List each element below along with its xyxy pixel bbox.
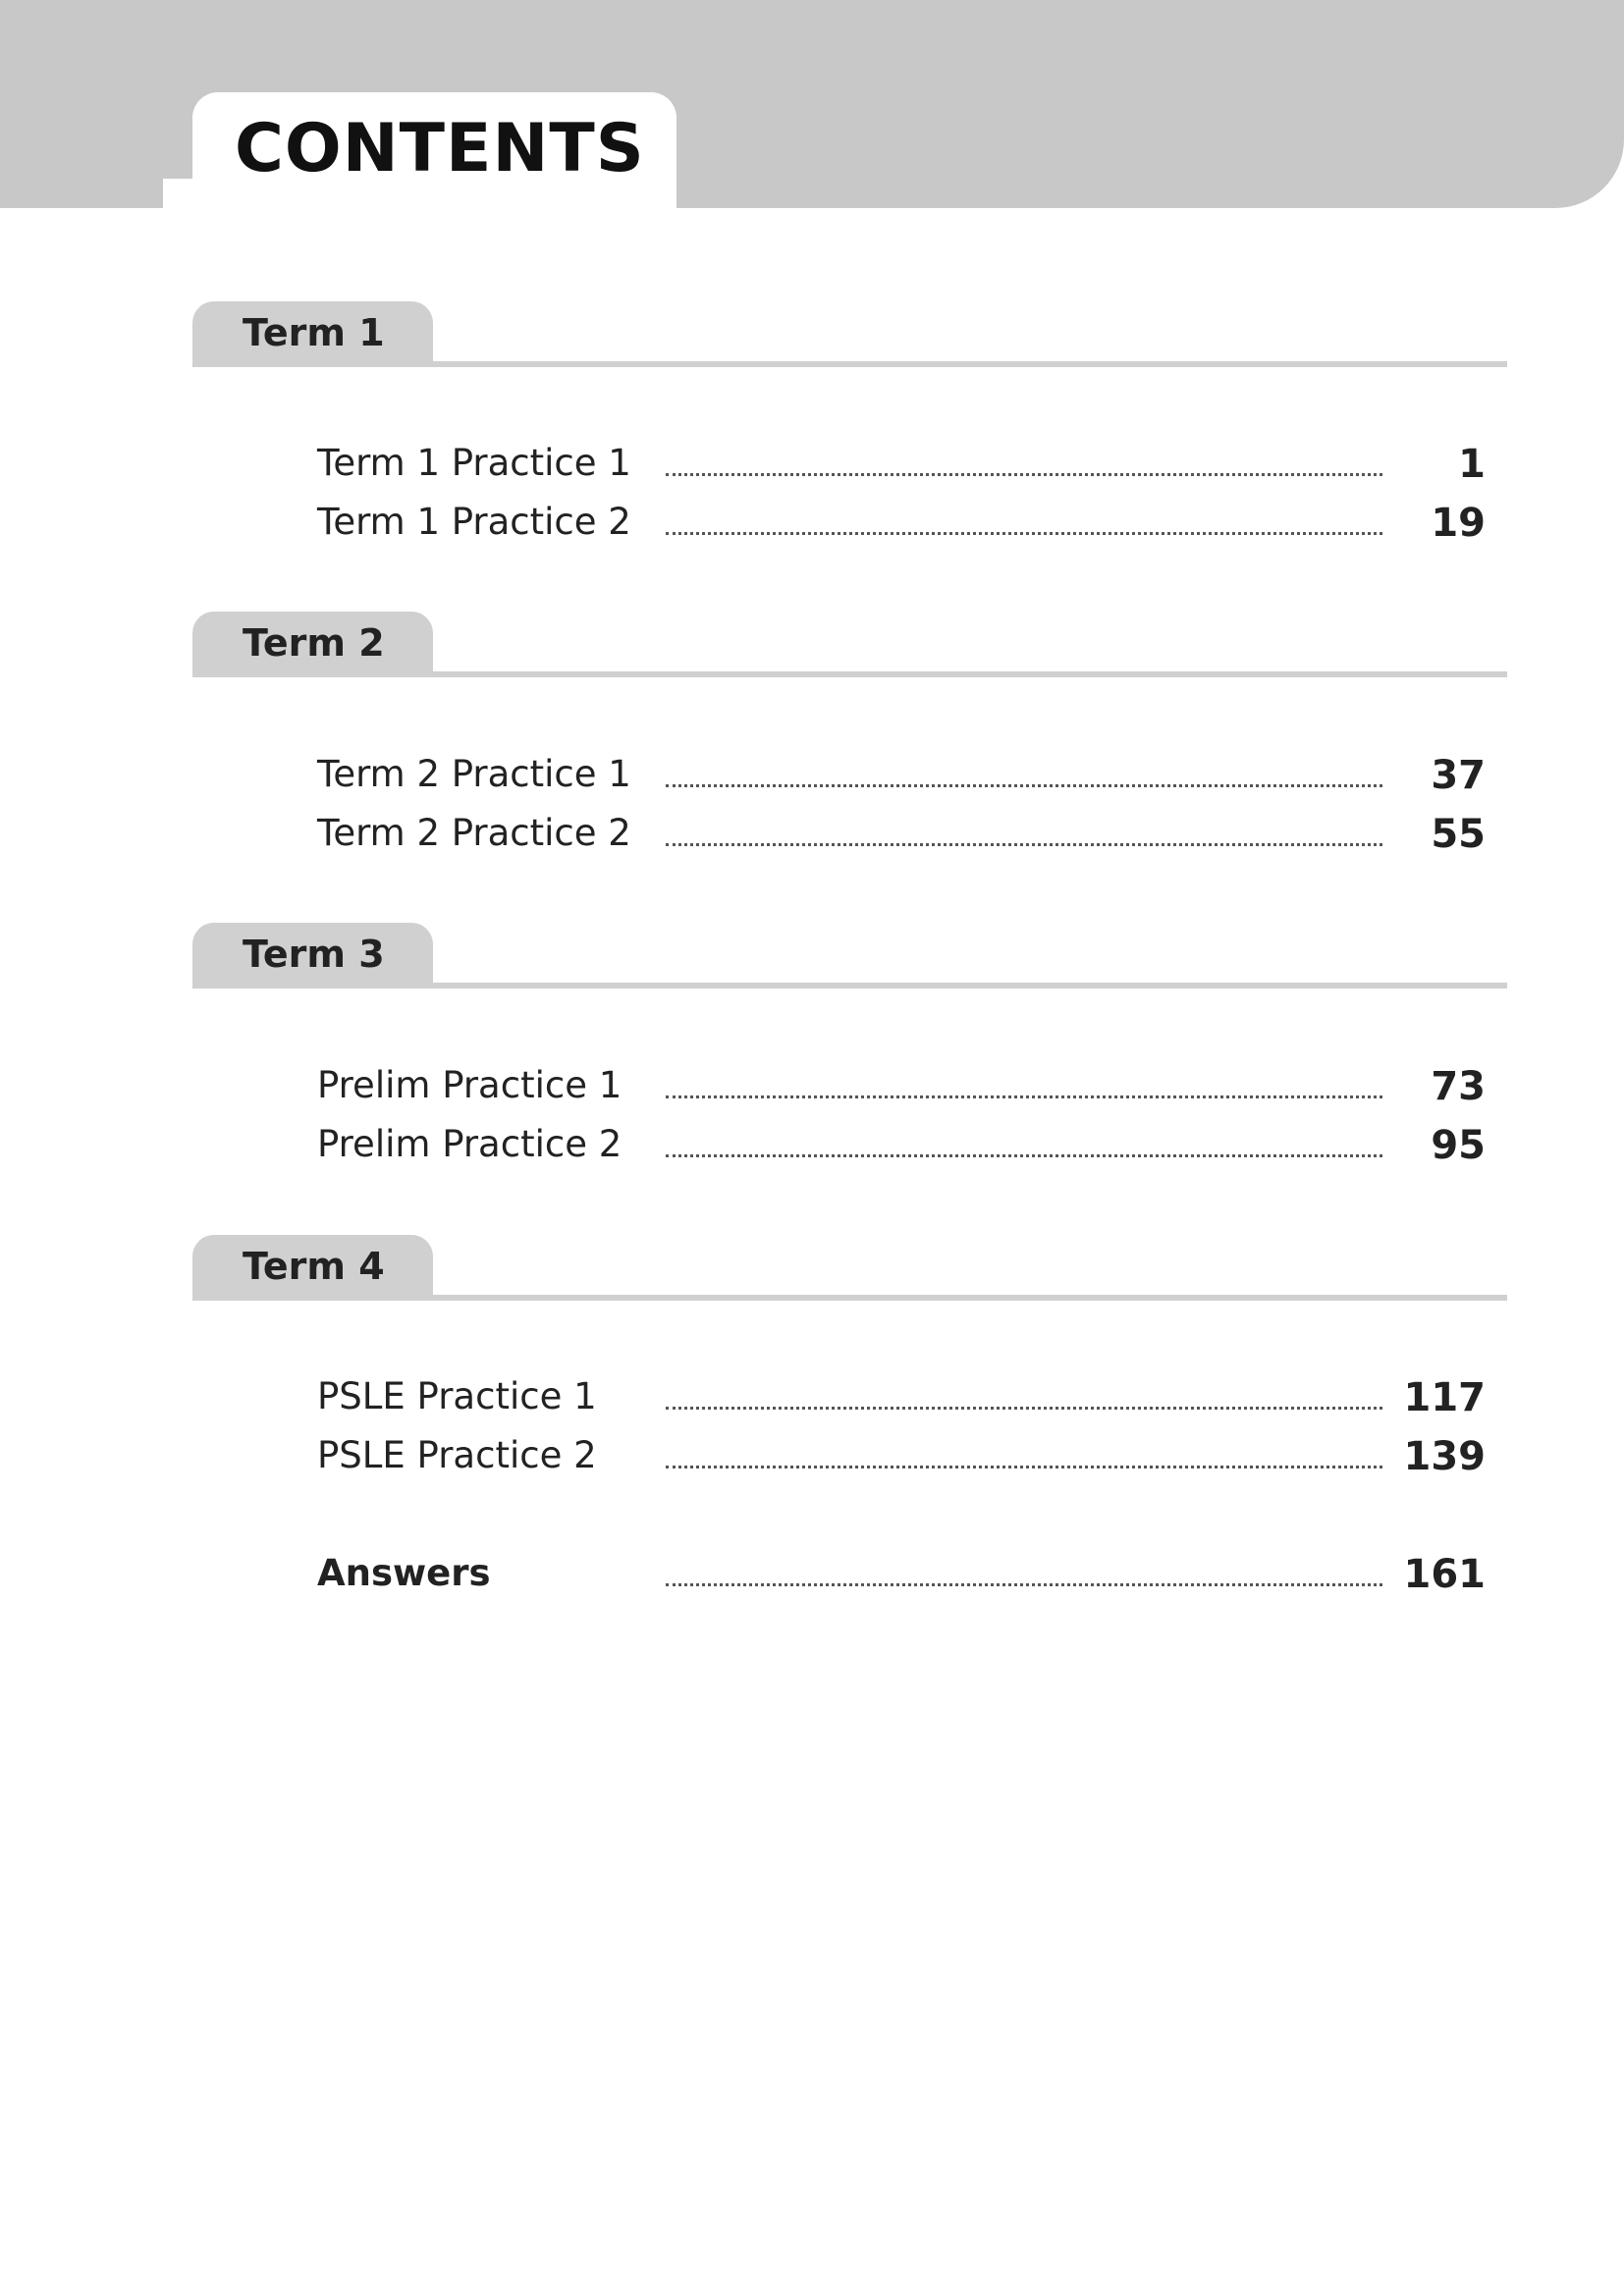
section-heading: Term 1 (243, 311, 385, 354)
section-divider (433, 983, 1507, 988)
section-term-4 (192, 1235, 1507, 1304)
entry-page: 1 (1458, 442, 1486, 487)
dot-leader (666, 1095, 1382, 1098)
entry-label: Answers (317, 1552, 491, 1594)
section-heading: Term 2 (243, 621, 385, 665)
dot-leader (666, 473, 1382, 476)
entry-page: 19 (1431, 501, 1486, 546)
section-divider (433, 361, 1507, 367)
dot-leader (666, 532, 1382, 535)
entry-label: Prelim Practice 2 (317, 1123, 623, 1165)
entry-label: PSLE Practice 1 (317, 1375, 597, 1417)
toc-entry[interactable] (317, 1434, 1486, 1483)
toc-entry[interactable] (317, 501, 1486, 550)
section-divider (433, 671, 1507, 677)
section-term-1 (192, 301, 1507, 370)
entry-label: PSLE Practice 2 (317, 1434, 597, 1476)
section-term-3 (192, 923, 1507, 991)
dot-leader (666, 1466, 1382, 1468)
section-divider (433, 1295, 1507, 1301)
dot-leader (666, 1583, 1382, 1586)
entry-label: Term 2 Practice 1 (317, 753, 631, 795)
entry-page: 55 (1431, 812, 1486, 857)
dot-leader (666, 1407, 1382, 1410)
page-title: CONTENTS (235, 110, 645, 187)
dot-leader (666, 843, 1382, 846)
toc-entry-answers[interactable] (317, 1552, 1486, 1601)
section-heading: Term 3 (243, 933, 385, 976)
entry-label: Term 2 Practice 2 (317, 812, 631, 854)
toc-entry[interactable] (317, 753, 1486, 802)
entry-page: 73 (1431, 1064, 1486, 1109)
toc-entry[interactable] (317, 1123, 1486, 1172)
toc-entry[interactable] (317, 812, 1486, 861)
entry-label: Prelim Practice 1 (317, 1064, 623, 1106)
entry-page: 161 (1403, 1552, 1486, 1597)
toc-entry[interactable] (317, 442, 1486, 491)
entry-page: 139 (1403, 1434, 1486, 1479)
entry-label: Term 1 Practice 2 (317, 501, 631, 543)
toc-entry[interactable] (317, 1375, 1486, 1424)
entry-page: 95 (1431, 1123, 1486, 1168)
section-heading: Term 4 (243, 1245, 385, 1288)
section-term-2 (192, 612, 1507, 680)
toc-entry[interactable] (317, 1064, 1486, 1113)
entry-label: Term 1 Practice 1 (317, 442, 631, 484)
entry-page: 37 (1431, 753, 1486, 798)
entry-page: 117 (1403, 1375, 1486, 1420)
dot-leader (666, 1154, 1382, 1157)
dot-leader (666, 784, 1382, 787)
